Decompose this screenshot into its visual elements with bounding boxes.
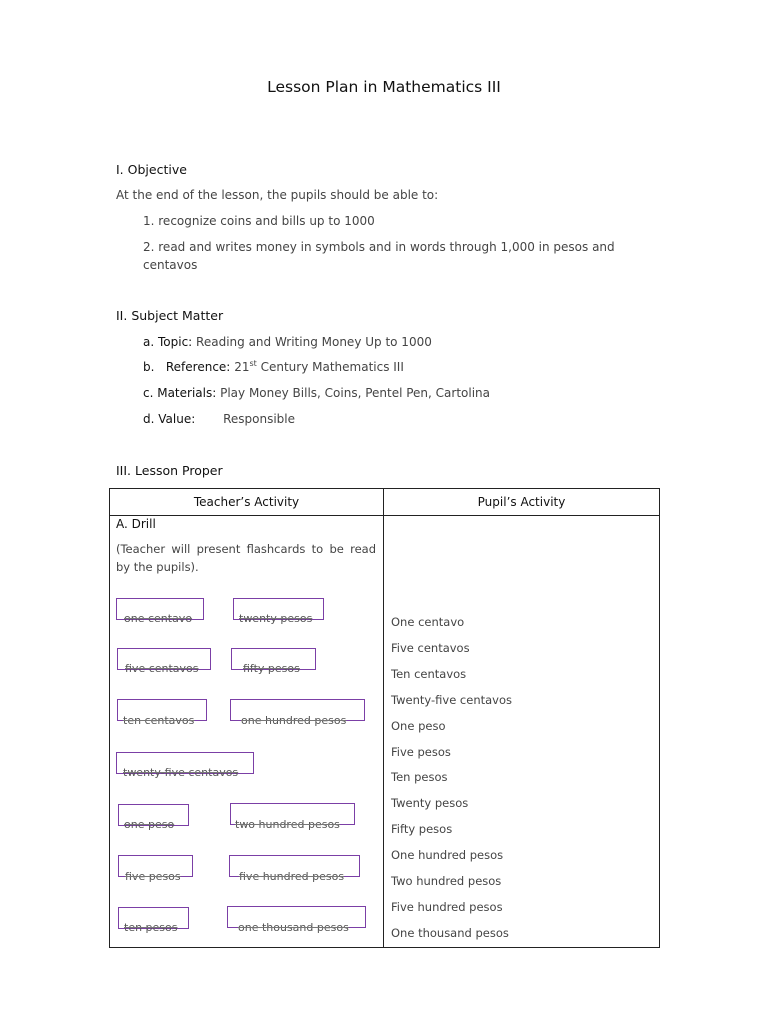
flashcard-text: one thousand pesos <box>238 921 349 934</box>
objective-heading: I. Objective <box>116 162 187 177</box>
pupil-activity-cell <box>384 516 660 948</box>
pupil-answer: Five centavos <box>391 641 470 655</box>
pupil-answer: Twenty pesos <box>391 796 469 810</box>
teacher-activity-cell <box>110 516 384 948</box>
pupil-answer: Fifty pesos <box>391 822 453 836</box>
teacher-activity-header: Teacher’s Activity <box>110 489 384 516</box>
pupil-answer: One peso <box>391 719 446 733</box>
flashcard-text: twenty-five centavos <box>123 766 239 779</box>
pupil-answer: Five pesos <box>391 745 451 759</box>
reference-line <box>143 358 404 376</box>
pupil-answer: Ten centavos <box>391 667 467 681</box>
value-value: Responsible <box>223 412 295 426</box>
subject-matter-heading: II. Subject Matter <box>116 308 224 323</box>
flashcard-text: fifty pesos <box>243 662 300 675</box>
reference-label: b. Reference: <box>143 360 231 374</box>
pupil-answer: Twenty-five centavos <box>391 693 513 707</box>
topic-value: Reading and Writing Money Up to 1000 <box>196 335 432 349</box>
value-label: d. Value: <box>143 412 196 426</box>
flashcard-text: five hundred pesos <box>239 870 345 883</box>
flashcard-text: two hundred pesos <box>235 818 340 831</box>
drill-note: (Teacher will present flashcards to be read by the pupils). <box>116 542 376 574</box>
flashcard-text: five pesos <box>125 870 181 883</box>
drill-title: A. Drill <box>116 517 156 531</box>
flashcard-text: twenty pesos <box>239 612 313 625</box>
reference-num: 21 <box>234 360 250 374</box>
materials-line <box>143 384 490 402</box>
page-title: Lesson Plan in Mathematics III <box>267 78 501 96</box>
flashcard-text: one peso <box>124 818 175 831</box>
pupil-answer: One thousand pesos <box>391 926 509 940</box>
pupil-answer: One hundred pesos <box>391 848 504 862</box>
materials-label: c. Materials: <box>143 386 217 400</box>
objective-item-2: 2. read and writes money in symbols and in words through 1,000 in pesos and centavos <box>143 240 615 272</box>
flashcard-text: ten centavos <box>123 714 195 727</box>
flashcard-text: one centavo <box>124 612 193 625</box>
flashcard-text: ten pesos <box>124 921 178 934</box>
objective-intro: At the end of the lesson, the pupils should be able to: <box>116 188 439 202</box>
lesson-table <box>109 488 660 948</box>
pupil-answer: Ten pesos <box>391 770 448 784</box>
pupil-answer: Five hundred pesos <box>391 900 503 914</box>
flashcard-text: one hundred pesos <box>241 714 347 727</box>
topic-line <box>143 333 432 351</box>
pupil-answer: One centavo <box>391 615 465 629</box>
lesson-proper-heading: III. Lesson Proper <box>116 463 223 478</box>
reference-sup: st <box>249 359 257 368</box>
materials-value: Play Money Bills, Coins, Pentel Pen, Cartolina <box>220 386 491 400</box>
flashcard-text: five centavos <box>125 662 199 675</box>
value-line <box>143 410 295 428</box>
pupil-activity-header: Pupil’s Activity <box>384 489 660 516</box>
pupil-answer: Two hundred pesos <box>391 874 502 888</box>
topic-label: a. Topic: <box>143 335 193 349</box>
reference-rest: Century Mathematics III <box>256 360 404 374</box>
objective-item-1: 1. recognize coins and bills up to 1000 <box>143 214 375 228</box>
